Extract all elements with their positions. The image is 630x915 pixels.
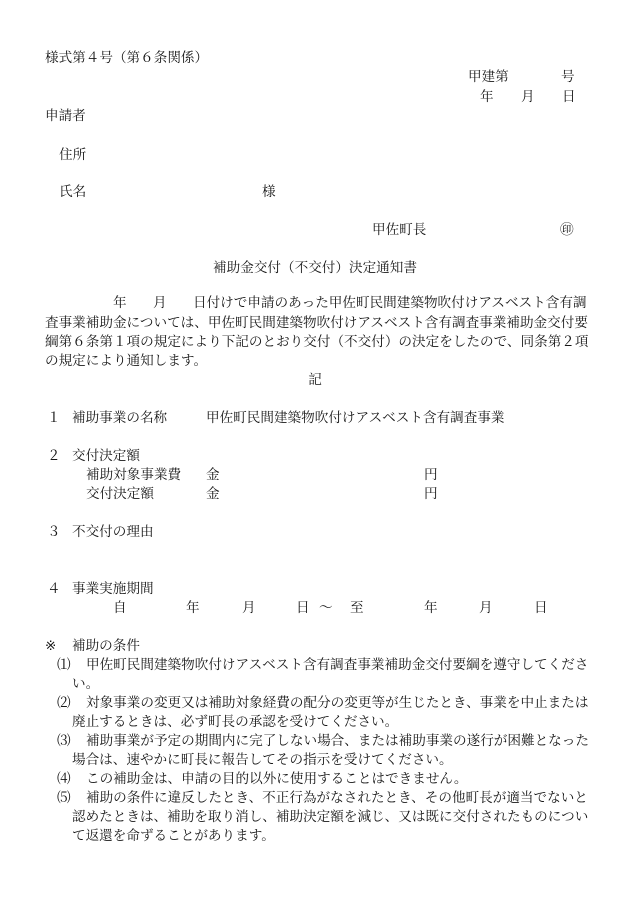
period-from-day: 日 [296, 600, 310, 616]
applicant-heading: 申請者 [45, 108, 86, 124]
condition-line: この補助金は、申請の目的以外に使用することはできません。 [86, 771, 468, 787]
issue-date-day: 日 [562, 89, 576, 105]
applicant-honorific: 様 [262, 184, 276, 200]
applicant-name-label: 氏名 [59, 184, 87, 200]
item-number: ４ [47, 581, 61, 597]
item-label: 不交付の理由 [72, 524, 154, 540]
condition-line: 認めたときは、補助を取り消し、補助決定額を減じ、又は既に交付されたものについ [72, 809, 589, 825]
item-number: １ [47, 410, 61, 426]
doc-number-suffix: 号 [561, 69, 575, 85]
period-from-month: 月 [242, 600, 256, 616]
issue-date-month: 月 [521, 89, 535, 105]
period-separator: 〜 [319, 600, 333, 616]
condition-line: 廃止するときは、必ず町長の承認を受けてください。 [72, 714, 399, 730]
conditions-heading: 補助の条件 [72, 638, 140, 654]
body-line: 綱第６条第１項の規定により下記のとおり交付（不交付）の決定をしたので、同条第２項 [45, 334, 589, 350]
condition-number: ⑴ [57, 657, 71, 673]
body-line: 日付けで申請のあった甲佐町民間建築物吹付けアスベスト含有調 [193, 295, 587, 311]
item-label: 事業実施期間 [72, 581, 154, 597]
condition-line: 甲佐町民間建築物吹付けアスベスト含有調査事業補助金交付要綱を遵守してくださ [86, 657, 589, 673]
body-line: 査事業補助金については、甲佐町民間建築物吹付けアスベスト含有調査事業補助金交付要 [45, 315, 588, 331]
amount-row-currency: 金 [206, 467, 220, 483]
condition-number: ⑸ [57, 790, 71, 806]
period-to: 至 [350, 600, 364, 616]
applicant-address-label: 住所 [59, 147, 87, 163]
condition-line: 補助の条件に違反したとき、不正行為がなされたとき、その他町長が適当でないと [86, 790, 588, 806]
document-title: 補助金交付（不交付）決定通知書 [213, 260, 417, 276]
doc-number-prefix: 甲建第 [468, 69, 509, 85]
period-from: 自 [113, 600, 127, 616]
period-to-day: 日 [534, 600, 548, 616]
amount-row-unit: 円 [424, 486, 438, 502]
ki-heading: 記 [308, 372, 322, 388]
body-line: の規定により通知します。 [45, 353, 208, 369]
condition-line: い。 [72, 676, 100, 692]
issuer-title: 甲佐町長 [372, 222, 427, 238]
condition-line: 場合は、速やかに町長に報告してその指示を受けてください。 [72, 752, 453, 768]
seal-mark: ㊞ [560, 222, 574, 238]
condition-number: ⑵ [57, 695, 71, 711]
application-month: 月 [153, 295, 167, 311]
item-number: ３ [47, 524, 61, 540]
item-label: 交付決定額 [72, 448, 140, 464]
item-label: 補助事業の名称 [72, 410, 168, 426]
amount-row-currency: 金 [206, 486, 220, 502]
project-name-value: 甲佐町民間建築物吹付けアスベスト含有調査事業 [206, 410, 505, 426]
application-year: 年 [113, 295, 127, 311]
amount-row-unit: 円 [424, 467, 438, 483]
condition-line: 対象事業の変更又は補助対象経費の配分の変更等が生じたとき、事業を中止または [86, 695, 589, 711]
condition-line: て返還を命ずることがあります。 [72, 828, 275, 844]
period-to-month: 月 [479, 600, 493, 616]
condition-number: ⑶ [57, 733, 71, 749]
period-to-year: 年 [424, 600, 438, 616]
period-from-year: 年 [186, 600, 200, 616]
amount-row-label: 交付決定額 [86, 486, 154, 502]
issue-date-year: 年 [480, 89, 494, 105]
item-number: ２ [47, 448, 61, 464]
condition-number: ⑷ [57, 771, 71, 787]
condition-line: 補助事業が予定の期間内に完了しない場合、または補助事業の遂行が困難となった [86, 733, 589, 749]
form-number: 様式第４号（第６条関係） [45, 50, 209, 66]
amount-row-label: 補助対象事業費 [86, 467, 182, 483]
conditions-mark: ※ [45, 638, 57, 654]
